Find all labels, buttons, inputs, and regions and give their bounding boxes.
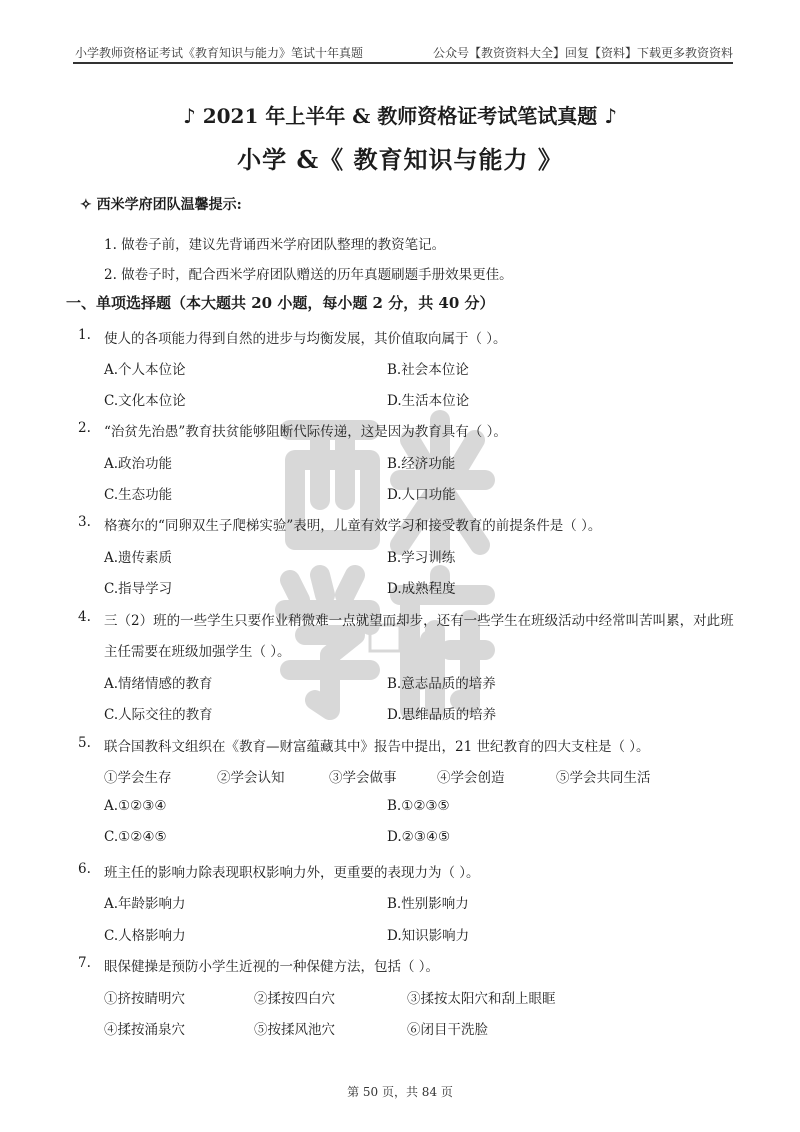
page-header [73, 40, 733, 64]
question-number: 4. [78, 609, 91, 625]
option-b: B.社会本位论 [387, 362, 469, 378]
option-a: A.情绪情感的教育 [104, 676, 213, 692]
question-number: 3. [78, 514, 91, 530]
option-c: C.人格影响力 [104, 928, 186, 944]
tip-item: 1. 做卷子前，建议先背诵西米学府团队整理的教资笔记。 [104, 237, 446, 253]
exam-subtitle: 小学 &《 教育知识与能力 》 [237, 145, 563, 174]
option-c: C.人际交往的教育 [104, 707, 213, 723]
option-a: A.年龄影响力 [104, 896, 186, 912]
choice-item: ④揉按涌泉穴 [104, 1022, 185, 1038]
option-c: C.文化本位论 [104, 393, 186, 409]
question-number: 7. [78, 955, 91, 971]
tips-heading: ✧ 西米学府团队温馨提示: [80, 197, 242, 213]
choice-item: ③揉按太阳穴和刮上眼眶 [407, 991, 556, 1007]
exam-title: ♪ 2021 年上半年 & 教师资格证考试笔试真题 ♪ [182, 104, 618, 128]
option-d: D.人口功能 [387, 487, 456, 503]
choice-item: ②揉按四白穴 [254, 991, 335, 1007]
option-b: B.①②③⑤ [387, 798, 450, 814]
choice-item: ①挤按睛明穴 [104, 991, 185, 1007]
question-stem: 使人的各项能力得到自然的进步与均衡发展，其价值取向属于（ ）。 [104, 331, 507, 347]
option-b: B.学习训练 [387, 550, 456, 566]
question-stem: 格赛尔的“同卵双生子爬梯实验”表明，儿童有效学习和接受教育的前提条件是（ ）。 [104, 518, 602, 534]
option-c: C.①②④⑤ [104, 829, 167, 845]
option-a: A.①②③④ [104, 798, 167, 814]
question-stem: 联合国教科文组织在《教育—财富蕴藏其中》报告中提出，21 世纪教育的四大支柱是（ ）。 [104, 739, 650, 755]
option-d: D.思维品质的培养 [387, 707, 497, 723]
option-c: C.指导学习 [104, 581, 173, 597]
choice-item: ③学会做事 [329, 770, 397, 786]
choice-item: ①学会生存 [104, 770, 172, 786]
question-stem: 眼保健操是预防小学生近视的一种保健方法，包括（ ）。 [104, 959, 440, 975]
section-heading: 一、单项选择题（本大题共 20 小题，每小题 2 分，共 40 分） [66, 294, 495, 312]
question-stem: 班主任的影响力除表现职权影响力外，更重要的表现力为（ ）。 [104, 865, 480, 881]
question-number: 2. [78, 420, 91, 436]
choice-item: ⑥闭目干洗脸 [407, 1022, 488, 1038]
question-stem: 三（2）班的一些学生只要作业稍微难一点就望而却步，还有一些学生在班级活动中经常叫苦叫累，对此班 [104, 613, 734, 629]
header-left-text: 小学教师资格证考试《教育知识与能力》笔试十年真题 [75, 46, 364, 60]
option-b: B.意志品质的培养 [387, 676, 496, 692]
question-stem: “治贫先治愚”教育扶贫能够阻断代际传递，这是因为教育具有（ ）。 [104, 424, 507, 440]
option-d: D.知识影响力 [387, 928, 470, 944]
choice-item: ④学会创造 [437, 770, 505, 786]
option-a: A.政治功能 [104, 456, 173, 472]
option-d: D.成熟程度 [387, 581, 456, 597]
option-b: B.经济功能 [387, 456, 456, 472]
option-a: A.个人本位论 [104, 362, 186, 378]
question-number: 1. [78, 327, 91, 343]
question-number: 5. [78, 735, 91, 751]
question-stem-continued: 主任需要在班级加强学生（ ）。 [104, 644, 291, 660]
option-d: D.生活本位论 [387, 393, 470, 409]
option-d: D.②③④⑤ [387, 829, 451, 845]
option-a: A.遗传素质 [104, 550, 173, 566]
header-right-text: 公众号【教资资料大全】回复【资料】下载更多教资资料 [432, 46, 733, 60]
tip-item: 2. 做卷子时，配合西米学府团队赠送的历年真题刷题手册效果更佳。 [104, 267, 513, 283]
choice-item: ②学会认知 [217, 770, 285, 786]
page-number: 第 50 页，共 84 页 [347, 1085, 453, 1099]
choice-item: ⑤学会共同生活 [556, 770, 651, 786]
question-number: 6. [78, 861, 91, 877]
choice-item: ⑤按揉风池穴 [254, 1022, 335, 1038]
option-b: B.性别影响力 [387, 896, 469, 912]
option-c: C.生态功能 [104, 487, 173, 503]
